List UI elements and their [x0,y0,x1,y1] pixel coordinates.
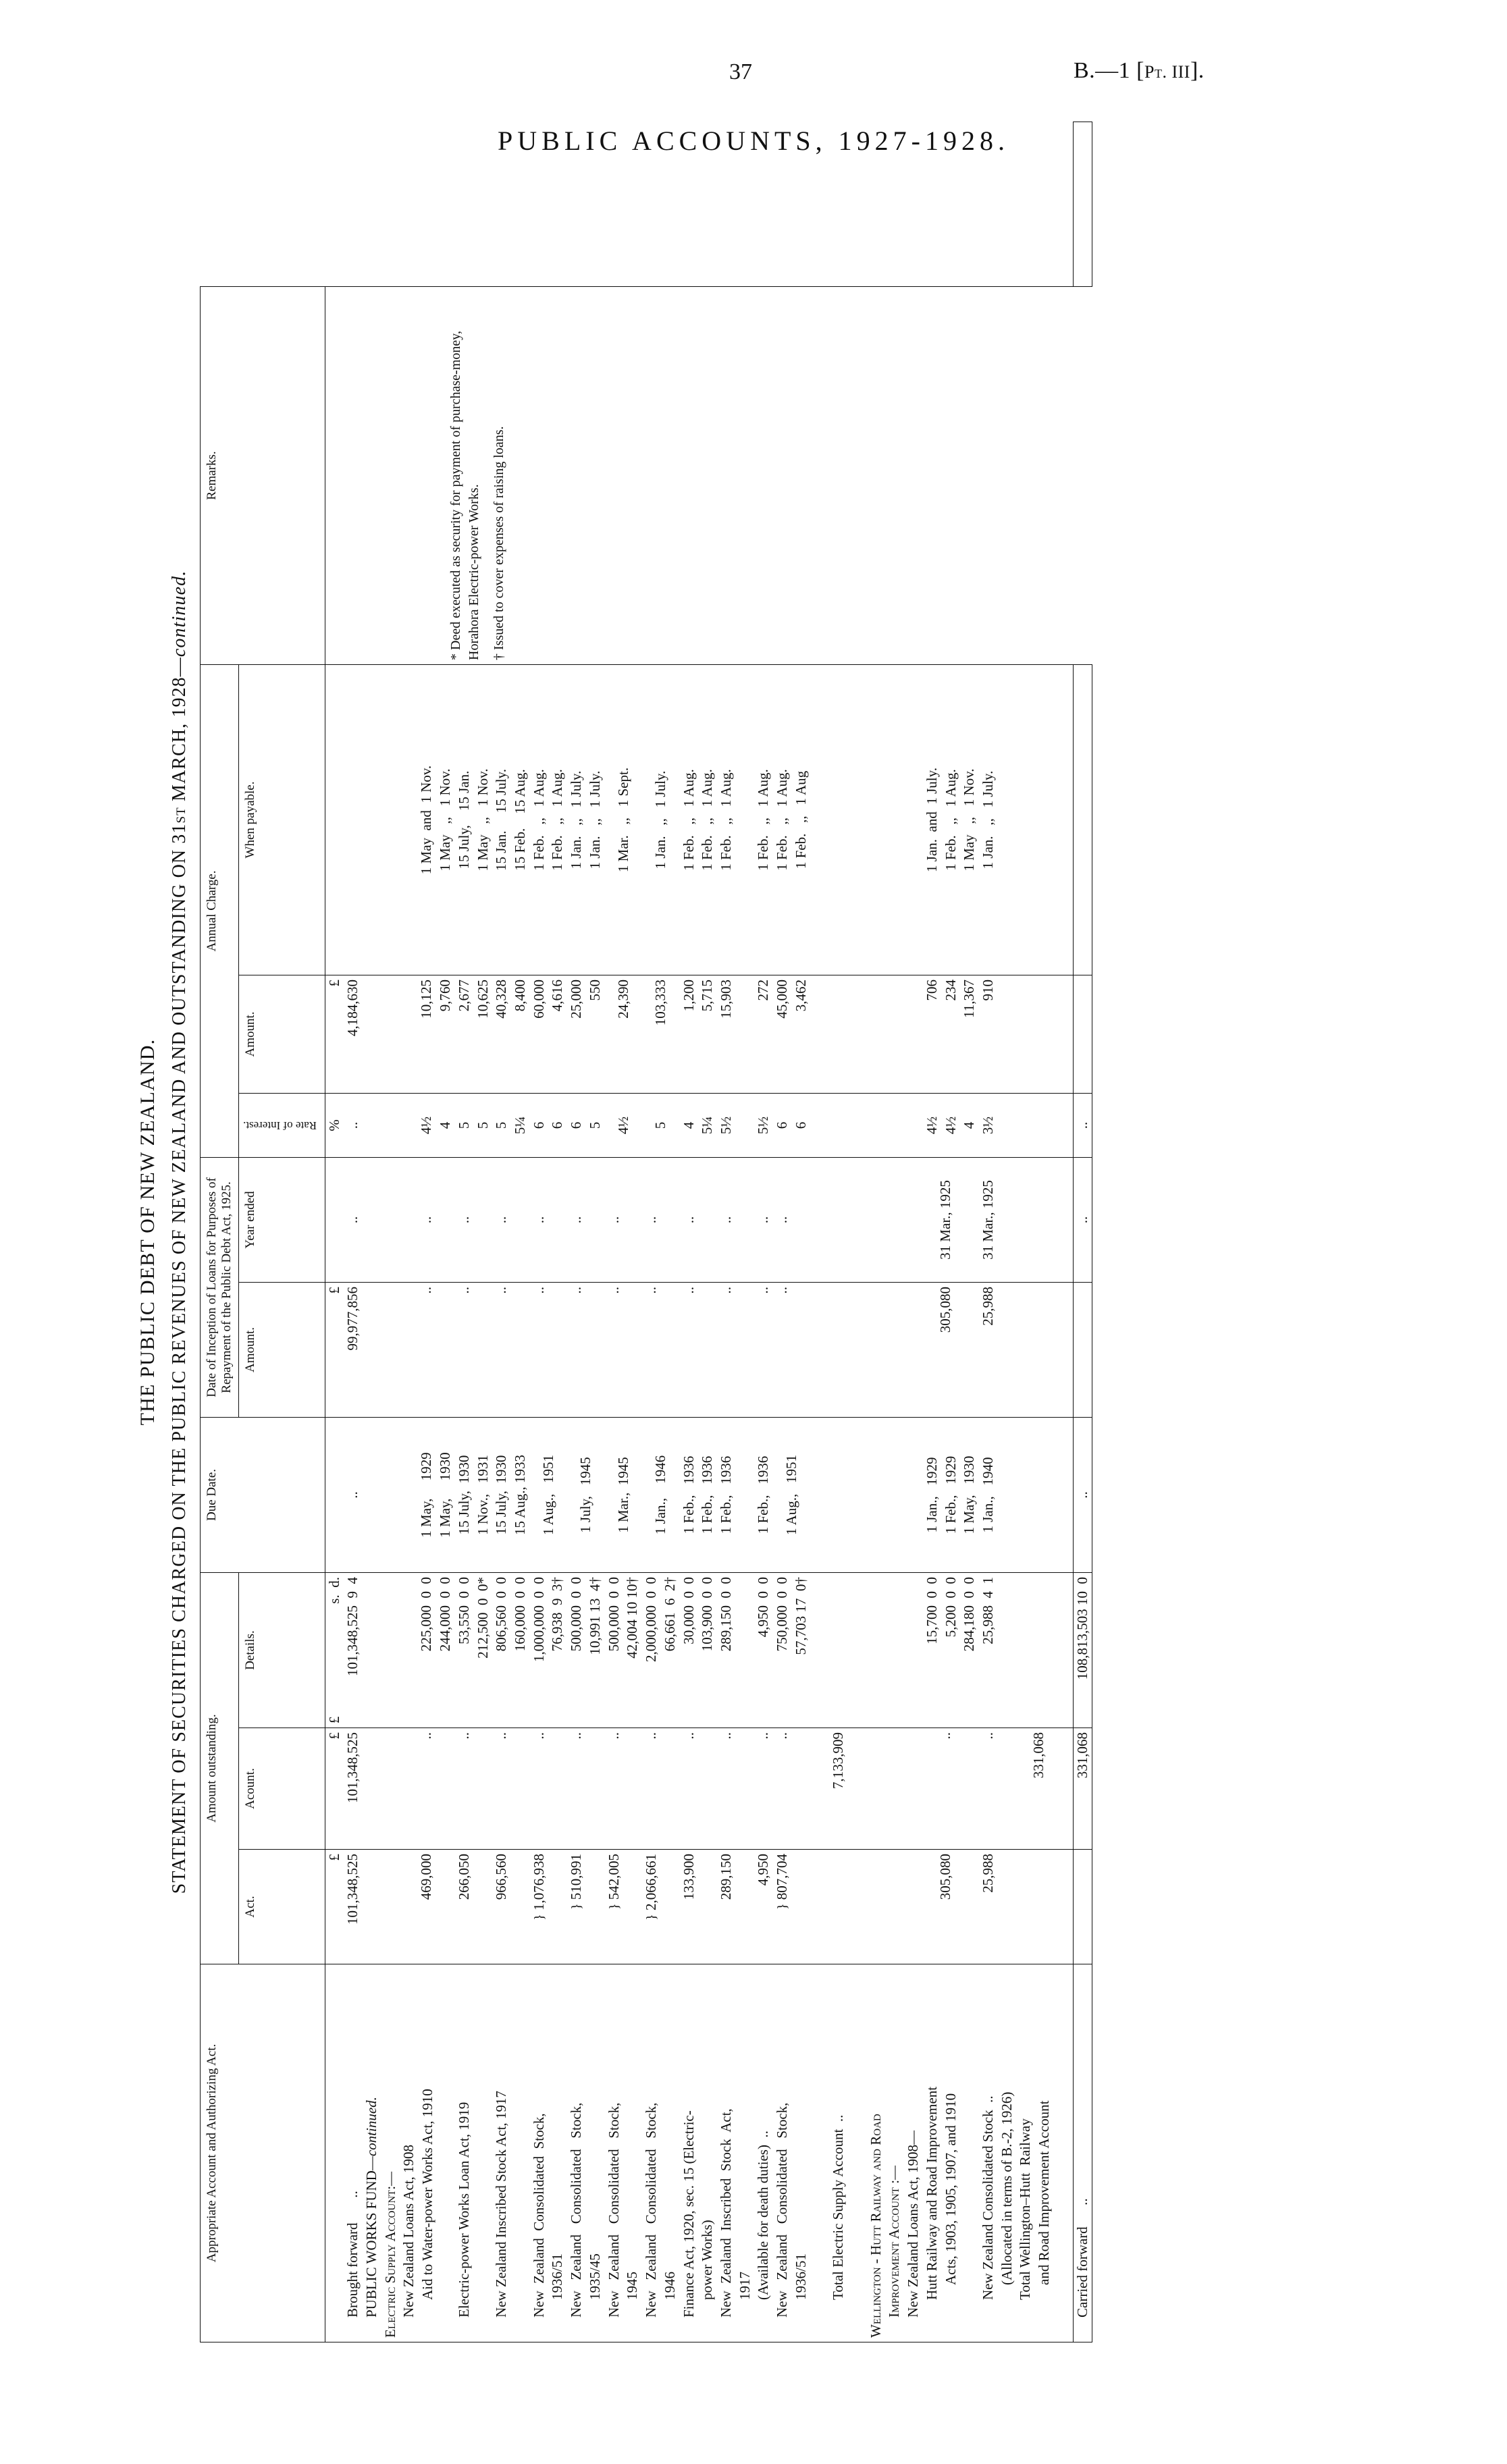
row-when: 15 Jan. 15 July. 15 Feb. 15 Aug. [492,664,529,975]
statement-title: THE PUBLIC DEBT OF NEW ZEALAND. [136,1038,159,1426]
row-due [848,1418,867,1573]
row-details: 30,000 0 0 103,900 0 0 [680,1573,717,1728]
row-annual-amount: 103,333 [642,975,679,1094]
row-incept-year [904,1158,923,1283]
row-details: 53,550 0 0 212,500 0 0* [455,1573,492,1728]
row-incept-year: .. [400,1158,454,1283]
row-incept-amount: .. [754,1283,773,1418]
row-details: 101,348,525 9 4 [344,1573,363,1728]
row-account: Total Wellington–Hutt Railway and Road Improvement Account [1016,1964,1053,2342]
row-rate: .. [1073,1094,1092,1158]
row-annual-amount: 910 [979,975,1016,1094]
row-annual-amount [848,975,867,1094]
row-details [867,1573,904,1728]
row-when: 1 Jan. and 1 July. 1 Feb. ,, 1 Aug. 1 May ,, 1 Nov. [923,664,979,975]
row-incept-amount: .. [567,1283,604,1418]
row-account: New Zealand Loans Act, 1908 Aid to Water-power Works Act, 1910 [400,1964,454,2342]
row-act: } 1,076,938 [530,1850,567,1964]
row-account-amount: 7,133,909 [829,1728,848,1850]
row-when: 1 Jan. ,, 1 July. [642,664,679,975]
statement-subtitle: STATEMENT OF SECURITIES CHARGED ON THE PUBLIC REVENUES OF NEW ZEALAND AND OUTSTANDING ON 31ST MARCH, 1928—continued. [169,570,190,1894]
units-account: £ [325,1728,344,1850]
header-rate-of-interest [238,1094,325,1158]
row-act: 305,080 [923,1850,979,1964]
row-incept-amount: .. [400,1283,454,1418]
row-incept-amount: 99,977,856 [344,1283,363,1418]
row-account-amount: .. [680,1728,717,1850]
row-when [1073,664,1092,975]
row-account: New Zealand Consolidated Stock, 1936/51 [530,1964,567,2342]
row-rate [867,1094,904,1158]
row-rate [1016,1094,1053,1158]
row-incept-amount [904,1283,923,1418]
row-account: Finance Act, 1920, sec. 15 (Electric- power Works) [680,1964,717,2342]
row-details [363,1573,381,1728]
row-due: 1 Aug., 1951 [773,1418,810,1573]
row-rate: 6 6 [530,1094,567,1158]
row-annual-amount [1016,975,1053,1094]
row-account-amount [848,1728,867,1850]
row-details [848,1573,867,1728]
row-rate: 3½ [979,1094,1016,1158]
row-due: 15 July, 1930 15 Aug., 1933 [492,1418,529,1573]
row-rate: 6 6 [773,1094,810,1158]
row-when: 1 Feb. ,, 1 Aug. 1 Feb. ,, 1 Aug [773,664,810,975]
table-group-header-row [201,122,239,2342]
row-account: Carried forward .. [1073,1964,1092,2342]
row-rate: 5½ [717,1094,754,1158]
row-when: 15 July, 15 Jan. 1 May ,, 1 Nov. [455,664,492,975]
row-rate: 5½ [754,1094,773,1158]
units-row [325,122,344,2342]
row-due [811,1418,830,1573]
row-due: 1 July, 1945 [567,1418,604,1573]
row-details: 500,000 0 0 42,004 10 10† [605,1573,642,1728]
header-act: Act. [238,1850,325,1964]
row-when: 1 Mar. ,, 1 Sept. [605,664,642,975]
row-act: 25,988 [979,1850,1016,1964]
row-act: 266,050 [455,1850,492,1964]
row-rate: .. [344,1094,363,1158]
row-act [848,1850,867,1964]
row-details: 2,000,000 0 0 66,661 6 2† [642,1573,679,1728]
row-account: Brought forward .. [344,1964,363,2342]
row-when: 1 Jan. ,, 1 July. 1 Jan. ,, 1 July. [567,664,604,975]
row-act: 133,900 [680,1850,717,1964]
row-remarks [1073,122,1092,287]
row-incept-amount [867,1283,904,1418]
row-act: 289,150 [717,1850,754,1964]
header-due-date: Due Date. [201,1418,325,1573]
units-details: £ s. d. [325,1573,344,1728]
header-account-amount: Acount. [238,1728,325,1850]
row-when [829,664,848,975]
row-rate: 4 5¼ [680,1094,717,1158]
row-when: 1 Feb. ,, 1 Aug. [754,664,773,975]
row-account-amount: .. [400,1728,454,1850]
row-account-amount: .. [530,1728,567,1850]
row-incept-year [829,1158,848,1283]
row-act [381,1850,400,1964]
row-incept-year: .. [680,1158,717,1283]
row-act [1016,1850,1053,1964]
row-account-amount: .. [923,1728,979,1850]
row-incept-year: .. [773,1158,810,1283]
row-account: Hutt Railway and Road Improvement Acts, 1903, 1905, 1907, and 1910 [923,1964,979,2342]
row-account [811,1964,830,2342]
header-inception-amount: Amount. [238,1283,325,1418]
header-inception-year: Year ended [238,1158,325,1283]
row-due: .. [344,1418,363,1573]
row-incept-year: .. [492,1158,529,1283]
row-due: 1 Feb., 1936 [717,1418,754,1573]
row-account-amount: 101,348,525 [344,1728,363,1850]
row-rate: 5 5 [455,1094,492,1158]
row-when [363,664,381,975]
row-account: New Zealand Inscribed Stock Act, 1917 [717,1964,754,2342]
row-act [1073,1850,1092,1964]
row-account: Wellington - Hutt Railway and Road Improvement Account :— [867,1964,904,2342]
row-account [848,1964,867,2342]
row-incept-amount: .. [530,1283,567,1418]
row-incept-amount: .. [642,1283,679,1418]
header-group-outstanding: Amount outstanding. [201,1573,239,1964]
row-incept-amount: .. [717,1283,754,1418]
header-rate-label: Rate of Interest. [242,1119,317,1132]
row-incept-year: .. [567,1158,604,1283]
row-details [829,1573,848,1728]
row-incept-year: 31 Mar., 1925 [979,1158,1016,1283]
row-incept-year: .. [1073,1158,1092,1283]
row-incept-amount [829,1283,848,1418]
header-remarks: Remarks. [201,286,325,664]
row-details: 750,000 0 0 57,703 17 0† [773,1573,810,1728]
row-due: 1 Aug., 1951 [530,1418,567,1573]
row-account: Electric Supply Account:— [381,1964,400,2342]
row-incept-year: 31 Mar., 1925 [923,1158,979,1283]
row-account-amount: .. [492,1728,529,1850]
row-when: 1 Feb. ,, 1 Aug. 1 Feb. ,, 1 Aug. [530,664,567,975]
row-when [811,664,830,975]
row-incept-amount [381,1283,400,1418]
row-incept-year [848,1158,867,1283]
row-incept-amount: .. [455,1283,492,1418]
row-due: 1 Mar., 1945 [605,1418,642,1573]
row-account-amount: .. [567,1728,604,1850]
row-incept-year [811,1158,830,1283]
row-details: 1,000,000 0 0 76,938 9 3† [530,1573,567,1728]
row-details: 108,813,503 10 0 [1073,1573,1092,1728]
securities-table [200,122,1092,2342]
row-when [867,664,904,975]
row-account-amount [363,1728,381,1850]
row-annual-amount: 706 234 11,367 [923,975,979,1094]
row-incept-year [381,1158,400,1283]
row-account-amount: .. [754,1728,773,1850]
row-incept-amount: .. [680,1283,717,1418]
row-incept-amount [1054,1283,1073,1418]
row-annual-amount [904,975,923,1094]
row-details: 500,000 0 0 10,991 13 4† [567,1573,604,1728]
row-account: Total Electric Supply Account .. [829,1964,848,2342]
row-due: .. [1073,1418,1092,1573]
units-incept-year [325,1158,344,1283]
row-act [1054,1850,1073,1964]
row-act: 469,000 [400,1850,454,1964]
units-when [325,664,344,975]
row-annual-amount [381,975,400,1094]
row-due [1016,1418,1053,1573]
row-rate: 4½ [605,1094,642,1158]
header-account: Appropriate Account and Authorizing Act. [201,1964,325,2342]
row-annual-amount: 1,200 5,715 [680,975,717,1094]
row-account: Electric-power Works Loan Act, 1919 [455,1964,492,2342]
units-rate: % [325,1094,344,1158]
row-account: New Zealand Consolidated Stock, 1935/45 [567,1964,604,2342]
header-group-inception: Date of Inception of Loans for Purposes of Repayment of the Public Debt Act, 1925. [201,1158,239,1418]
row-account-amount: 331,068 [1016,1728,1053,1850]
remark-asterisk: * Deed executed as security for payment of purchase-money, Horahora Electric-power Works. [448,331,481,660]
row-annual-amount [867,975,904,1094]
row-rate [811,1094,830,1158]
row-account: New Zealand Consolidated Stock, 1946 [642,1964,679,2342]
row-annual-amount: 2,677 10,625 [455,975,492,1094]
row-incept-year [1054,1158,1073,1283]
row-incept-amount [811,1283,830,1418]
row-details: 4,950 0 0 [754,1573,773,1728]
row-account-amount [381,1728,400,1850]
row-due [867,1418,904,1573]
row-annual-amount [1073,975,1092,1094]
row-incept-year: .. [717,1158,754,1283]
row-when: 1 Jan. ,, 1 July. [979,664,1016,975]
row-rate: 4½ 4 [400,1094,454,1158]
row-due [381,1418,400,1573]
row-details [381,1573,400,1728]
row-account: PUBLIC WORKS FUND—continued. [363,1964,381,2342]
row-due: 1 Jan., 1940 [979,1418,1016,1573]
page-number: 37 [729,59,752,84]
row-account-amount: .. [979,1728,1016,1850]
row-account: New Zealand Inscribed Stock Act, 1917 [492,1964,529,2342]
row-account-amount: .. [455,1728,492,1850]
row-annual-amount [1054,975,1073,1094]
row-rate: 4½ 4½ 4 [923,1094,979,1158]
row-rate [829,1094,848,1158]
units-due [325,1418,344,1573]
row-act [867,1850,904,1964]
row-annual-amount: 25,000 550 [567,975,604,1094]
row-incept-amount [848,1283,867,1418]
row-due: 1 Feb., 1936 1 Feb., 1936 [680,1418,717,1573]
row-rate [848,1094,867,1158]
row-account: New Zealand Consolidated Stock, 1936/51 [773,1964,810,2342]
row-details: 25,988 4 1 [979,1573,1016,1728]
row-annual-amount: 60,000 4,616 [530,975,567,1094]
row-act [904,1850,923,1964]
row-annual-amount [829,975,848,1094]
row-annual-amount: 40,328 8,400 [492,975,529,1094]
row-details [904,1573,923,1728]
row-when [1016,664,1053,975]
row-act: 4,950 [754,1850,773,1964]
document-reference: B.—1 [Pt. III]. [1074,58,1205,83]
row-rate: 5 [642,1094,679,1158]
row-due: 1 Feb., 1936 [754,1418,773,1573]
row-account-amount [811,1728,830,1850]
row-when [904,664,923,975]
remark-dagger: † Issued to cover expenses of raising loans. [491,426,506,660]
row-details [1016,1573,1053,1728]
row-act: } 2,066,661 [642,1850,679,1964]
row-incept-year [1016,1158,1053,1283]
row-act [829,1850,848,1964]
row-incept-amount: .. [605,1283,642,1418]
row-account: (Available for death duties) .. [754,1964,773,2342]
row-due [363,1418,381,1573]
row-incept-year: .. [344,1158,363,1283]
row-due: 1 Jan., 1929 1 Feb., 1929 1 May, 1930 [923,1418,979,1573]
row-details: 806,560 0 0 160,000 0 0 [492,1573,529,1728]
units-annual-amount: £ [325,975,344,1094]
row-account-amount: .. [773,1728,810,1850]
row-annual-amount: 272 [754,975,773,1094]
row-rate [363,1094,381,1158]
row-details: 15,700 0 0 5,200 0 0 284,180 0 0 [923,1573,979,1728]
row-rate: 5 5¼ [492,1094,529,1158]
row-account-amount: .. [717,1728,754,1850]
row-act [363,1850,381,1964]
row-due [904,1418,923,1573]
row-act: 966,560 [492,1850,529,1964]
row-act: 101,348,525 [344,1850,363,1964]
row-due: 1 Jan., 1946 [642,1418,679,1573]
row-when: 1 May and 1 Nov. 1 May ,, 1 Nov. [400,664,454,975]
row-due [829,1418,848,1573]
row-due: 1 May, 1929 1 May, 1930 [400,1418,454,1573]
row-annual-amount: 10,125 9,760 [400,975,454,1094]
row-incept-year: .. [605,1158,642,1283]
row-details: 225,000 0 0 244,000 0 0 [400,1573,454,1728]
row-incept-amount: 25,988 [979,1283,1016,1418]
row-details [1054,1573,1073,1728]
running-head: PUBLIC ACCOUNTS, 1927-1928. [498,126,1009,156]
header-group-annual: Annual Charge. [201,664,239,1157]
row-when [344,664,363,975]
row-when [848,664,867,975]
row-when: 1 Feb. ,, 1 Aug. 1 Feb. ,, 1 Aug. [680,664,717,975]
row-rate: 6 5 [567,1094,604,1158]
row-annual-amount: 15,903 [717,975,754,1094]
row-account [1054,1964,1073,2342]
row-incept-amount [363,1283,381,1418]
header-annual-amount: Amount. [238,975,325,1094]
row-when [381,664,400,975]
row-account: New Zealand Consolidated Stock .. (Allocated in terms of B.-2, 1926) [979,1964,1016,2342]
row-annual-amount [811,975,830,1094]
row-account: New Zealand Consolidated Stock, 1945 [605,1964,642,2342]
row-when [1054,664,1073,975]
row-annual-amount [363,975,381,1094]
row-incept-year: .. [642,1158,679,1283]
row-incept-amount: .. [773,1283,810,1418]
units-act: £ [325,1850,344,1964]
row-incept-amount: 305,080 [923,1283,979,1418]
row-due: 15 July, 1930 1 Nov., 1931 [455,1418,492,1573]
row-incept-year [363,1158,381,1283]
row-act: } 510,991 [567,1850,604,1964]
row-annual-amount: 4,184,630 [344,975,363,1094]
row-due [1054,1418,1073,1573]
row-act [811,1850,830,1964]
row-account-amount: .. [642,1728,679,1850]
row-account: New Zealand Loans Act, 1908— [904,1964,923,2342]
row-rate [381,1094,400,1158]
row-account-amount [904,1728,923,1850]
row-incept-amount [1073,1283,1092,1418]
row-account-amount: 331,068 [1073,1728,1092,1850]
row-incept-year [867,1158,904,1283]
remarks-cell [325,286,1092,664]
units-blank [325,1964,344,2342]
header-details: Details. [238,1573,325,1728]
row-act: } 542,005 [605,1850,642,1964]
row-details [811,1573,830,1728]
row-account-amount [867,1728,904,1850]
units-incept-amount: £ [325,1283,344,1418]
row-incept-amount [1016,1283,1053,1418]
row-rate [1054,1094,1073,1158]
row-annual-amount: 24,390 [605,975,642,1094]
row-annual-amount: 45,000 3,462 [773,975,810,1094]
row-when: 1 Feb. ,, 1 Aug. [717,664,754,975]
row-incept-year: .. [455,1158,492,1283]
header-when-payable: When payable. [238,664,325,975]
row-incept-year: .. [754,1158,773,1283]
row-incept-amount: .. [492,1283,529,1418]
landscape-content [132,108,1375,2356]
row-account-amount [1054,1728,1073,1850]
row-act: } 807,704 [773,1850,810,1964]
row-rate [904,1094,923,1158]
row-details: 289,150 0 0 [717,1573,754,1728]
row-incept-year: .. [530,1158,567,1283]
row-account-amount: .. [605,1728,642,1850]
